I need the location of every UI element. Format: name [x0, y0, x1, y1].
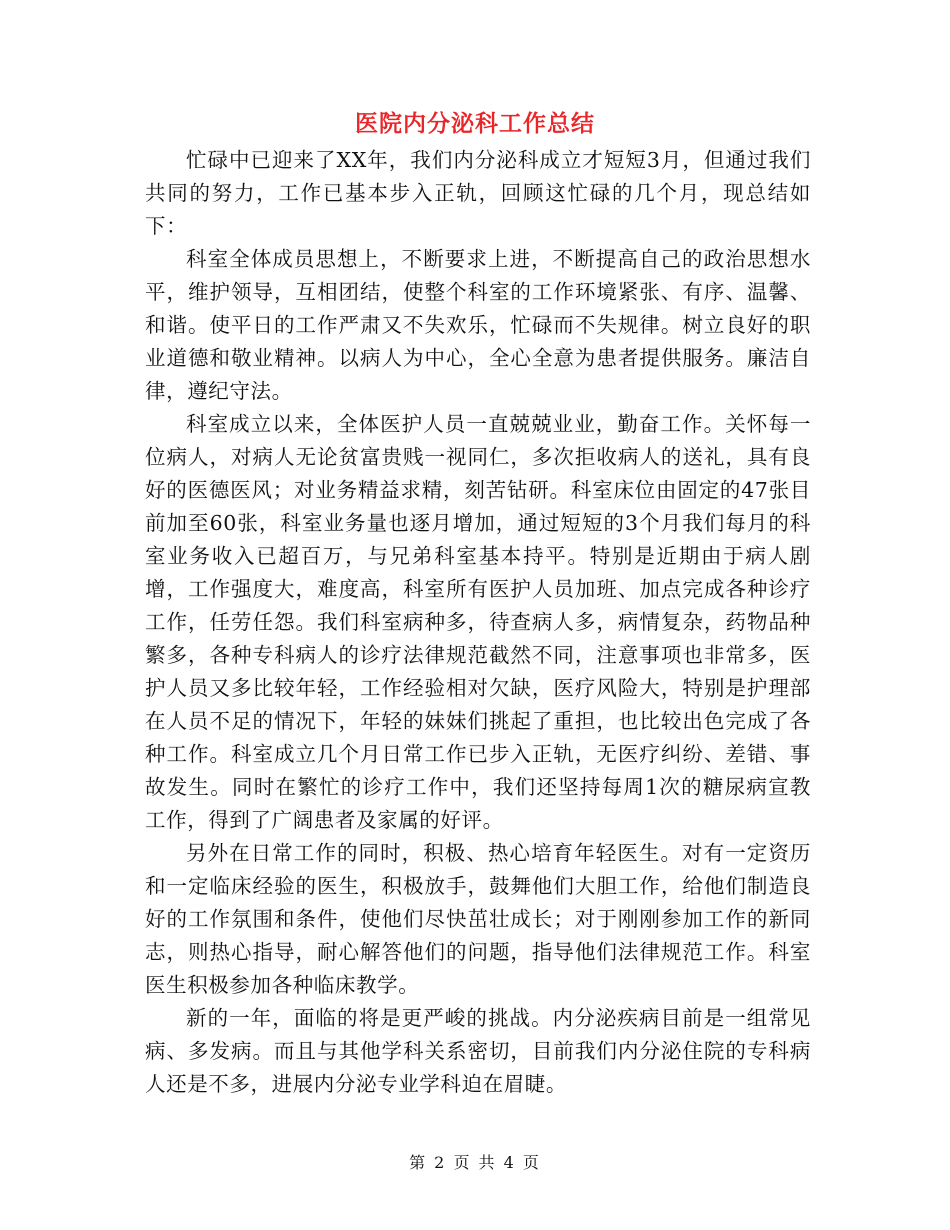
document-body: [145, 144, 811, 1101]
document-title: 医院内分泌科工作总结: [355, 110, 595, 137]
paragraph-outlook: 新的一年，面临的将是更严峻的挑战。内分泌疾病目前是一组常见病、多发病。而且与其他学科关系密切，目前我们内分泌住院的专科病人还是不多，进展内分泌专业学科迫在眉睫。: [145, 1006, 811, 1096]
paragraph-intro: 忙碌中已迎来了XX年，我们内分泌科成立才短短3月，但通过我们共同的努力，工作已基本步入正轨，回顾这忙碌的几个月，现总结如下：: [145, 148, 811, 238]
paragraph-ideology: 科室全体成员思想上，不断要求上进，不断提高自己的政治思想水平，维护领导，互相团结，使整个科室的工作环境紧张、有序、温馨、和谐。使平日的工作严肃又不失欢乐，忙碌而不失规律。树立良好的职业道德和敬业精神。以病人为中心，全心全意为患者提供服务。廉洁自律，遵纪守法。: [145, 247, 811, 403]
page-number-footer: 第 2 页 共 4 页: [409, 1153, 541, 1172]
paragraph-training: 另外在日常工作的同时，积极、热心培育年轻医生。对有一定资历和一定临床经验的医生，积极放手，鼓舞他们大胆工作，给他们制造良好的工作氛围和条件，使他们尽快茁壮成长；对于刚刚参加工作的新同志，则热心指导，耐心解答他们的问题，指导他们法律规范工作。科室医生积极参加各种临床教学。: [145, 841, 811, 997]
paragraph-work: 科室成立以来，全体医护人员一直兢兢业业，勤奋工作。关怀每一位病人，对病人无论贫富贵贱一视同仁，多次拒收病人的送礼，具有良好的医德医风；对业务精益求精，刻苦钻研。科室床位由固定的47张目前加至60张，科室业务量也逐月增加，通过短短的3个月我们每月的科室业务收入已超百万，与兄弟科室基本持平。特别是近期由于病人剧增，工作强度大，难度高，科室所有医护人员加班、加点完成各种诊疗工作，任劳任怨。我们科室病种多，待查病人多，病情复杂，药物品种繁多，各种专科病人的诊疗法律规范截然不同，注意事项也非常多，医护人员又多比较年轻，工作经验相对欠缺，医疗风险大，特别是护理部在人员不足的情况下，年轻的妹妹们挑起了重担，也比较出色完成了各种工作。科室成立几个月日常工作已步入正轨，无医疗纠纷、差错、事故发生。同时在繁忙的诊疗工作中，我们还坚持每周1次的糖尿病宣教工作，得到了广阔患者及家属的好评。: [145, 412, 811, 832]
